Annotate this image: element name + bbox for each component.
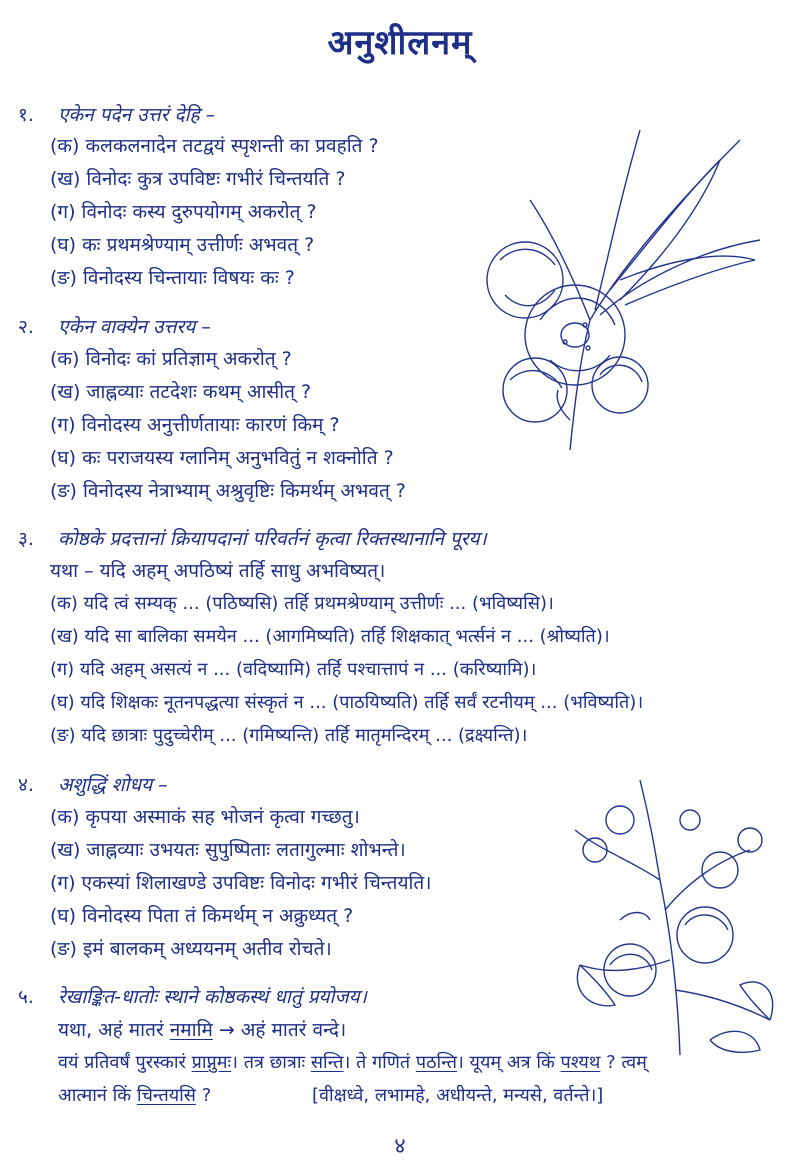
list-item: (घ) कः पराजयस्य ग्लानिम् अनुभवितुं न शक्नोति ? bbox=[50, 447, 394, 469]
list-item: (ङ) विनोदस्य नेत्राभ्याम् अश्रुवृष्टिः किमर्थम् अभवत् ? bbox=[50, 480, 406, 502]
underlined-verb: सन्ति bbox=[310, 1052, 344, 1073]
flower-illustration-bottom bbox=[560, 760, 790, 1060]
question-instruction: अशुद्धिं शोधय – bbox=[58, 774, 168, 796]
question-instruction: रेखाङ्कित-धातोः स्थाने कोष्ठकस्थं धातुं प्रयोजय। bbox=[58, 986, 367, 1008]
exercise-line bbox=[58, 1083, 211, 1109]
text-segment: ? त्वम् bbox=[600, 1052, 647, 1073]
list-item: (ख) जाह्नव्याः तटदेशः कथम् आसीत् ? bbox=[50, 381, 312, 403]
question-instruction: कोष्ठके प्रदत्तानां क्रियापदानां परिवर्तनं कृत्वा रिक्तस्थानानि पूरय। bbox=[58, 528, 487, 550]
list-item: (ख) यदि सा बालिका समयेन ... (आगमिष्यति) तर्हि शिक्षकात् भर्त्सनं न ... (श्रोष्यति)। bbox=[50, 626, 610, 647]
underlined-verb: प्राप्नुमः bbox=[191, 1052, 232, 1073]
arrow-icon: → bbox=[218, 1019, 235, 1041]
underlined-verb: पठन्ति bbox=[415, 1052, 457, 1073]
text-segment: आत्मानं किं bbox=[58, 1085, 137, 1106]
list-item: (ख) जाह्नव्याः उभयतः सुपुष्पिताः लतागुल्माः शोभन्ते। bbox=[50, 839, 406, 861]
list-item: (क) कृपया अस्माकं सह भोजनं कृत्वा गच्छतु। bbox=[50, 806, 360, 828]
list-item: (ङ) इमं बालकम् अध्ययनम् अतीव रोचते। bbox=[50, 938, 332, 960]
text-segment: । यूयम् अत्र किं bbox=[457, 1052, 561, 1073]
list-item: (ग) विनोदस्य अनुत्तीर्णतायाः कारणं किम् ? bbox=[50, 414, 340, 436]
text-segment: वयं प्रतिवर्षं पुरस्कारं bbox=[58, 1052, 192, 1073]
page-title: अनुशीलनम् bbox=[327, 23, 473, 63]
example-prefix: यथा, अहं मातरं bbox=[58, 1019, 164, 1041]
list-item: (क) कलकलनादेन तटद्वयं स्पृशन्ती का प्रवहति ? bbox=[50, 135, 379, 157]
list-item: (क) विनोदः कां प्रतिज्ञाम् अकरोत् ? bbox=[50, 348, 292, 370]
example-line: यथा – यदि अहम् अपठिष्यं तर्हि साधु अभविष्यत्। bbox=[50, 560, 386, 582]
list-item: (घ) कः प्रथमश्रेण्याम् उत्तीर्णः अभवत् ? bbox=[50, 234, 315, 256]
list-item: (क) यदि त्वं सम्यक् ... (पठिष्यसि) तर्हि प्रथमश्रेण्याम् उत्तीर्णः ... (भविष्यसि)। bbox=[50, 593, 554, 614]
page-number: ४ bbox=[394, 1134, 406, 1159]
example-suffix: अहं मातरं वन्दे। bbox=[240, 1019, 347, 1041]
question-instruction: एकेन पदेन उत्तरं देहि – bbox=[58, 104, 216, 126]
question-number: २. bbox=[18, 316, 34, 338]
list-item: (घ) यदि शिक्षकः नूतनपद्धत्या संस्कृतं न ... (पाठयिष्यति) तर्हि सर्वं रटनीयम् ... (भविष्यति)। bbox=[50, 692, 644, 713]
question-number: ३. bbox=[18, 528, 34, 550]
text-segment: । तत्र छात्राः bbox=[231, 1052, 311, 1073]
list-item: (ङ) विनोदस्य चिन्तायाः विषयः कः ? bbox=[50, 267, 295, 289]
question-number: ५. bbox=[18, 986, 34, 1008]
example-line bbox=[58, 1017, 346, 1043]
question-number: ४. bbox=[18, 774, 34, 796]
text-segment: ? bbox=[195, 1085, 212, 1106]
question-instruction: एकेन वाक्येन उत्तरय – bbox=[58, 316, 211, 338]
list-item: (ग) यदि अहम् असत्यं न ... (वदिष्यामि) तर्हि पश्चात्तापं न ... (करिष्यामि)। bbox=[50, 659, 537, 680]
underlined-verb: पश्यथ bbox=[560, 1052, 601, 1073]
list-item: (ग) एकस्यां शिलाखण्डे उपविष्टः विनोदः गभीरं चिन्तयति। bbox=[50, 872, 432, 894]
question-number: १. bbox=[18, 104, 34, 126]
underlined-verb: चिन्तयसि bbox=[136, 1085, 196, 1106]
flower-illustration-top bbox=[470, 120, 770, 460]
exercise-line bbox=[58, 1050, 647, 1076]
underlined-verb: नमामि bbox=[169, 1019, 213, 1041]
text-segment: । ते गणितं bbox=[343, 1052, 416, 1073]
verb-options: [वीक्षध्वे, लभामहे, अधीयन्ते, मन्यसे, वर्तन्ते।] bbox=[312, 1085, 604, 1106]
list-item: (घ) विनोदस्य पिता तं किमर्थम् न अक्रुध्यत् ? bbox=[50, 905, 354, 927]
list-item: (ग) विनोदः कस्य दुरुपयोगम् अकरोत् ? bbox=[50, 201, 317, 223]
list-item: (ङ) यदि छात्राः पुदुच्चेरीम् ... (गमिष्यन्ति) तर्हि मातृमन्दिरम् ... (द्रक्ष्यन्ति)। bbox=[50, 725, 528, 746]
list-item: (ख) विनोदः कुत्र उपविष्टः गभीरं चिन्तयति ? bbox=[50, 168, 346, 190]
